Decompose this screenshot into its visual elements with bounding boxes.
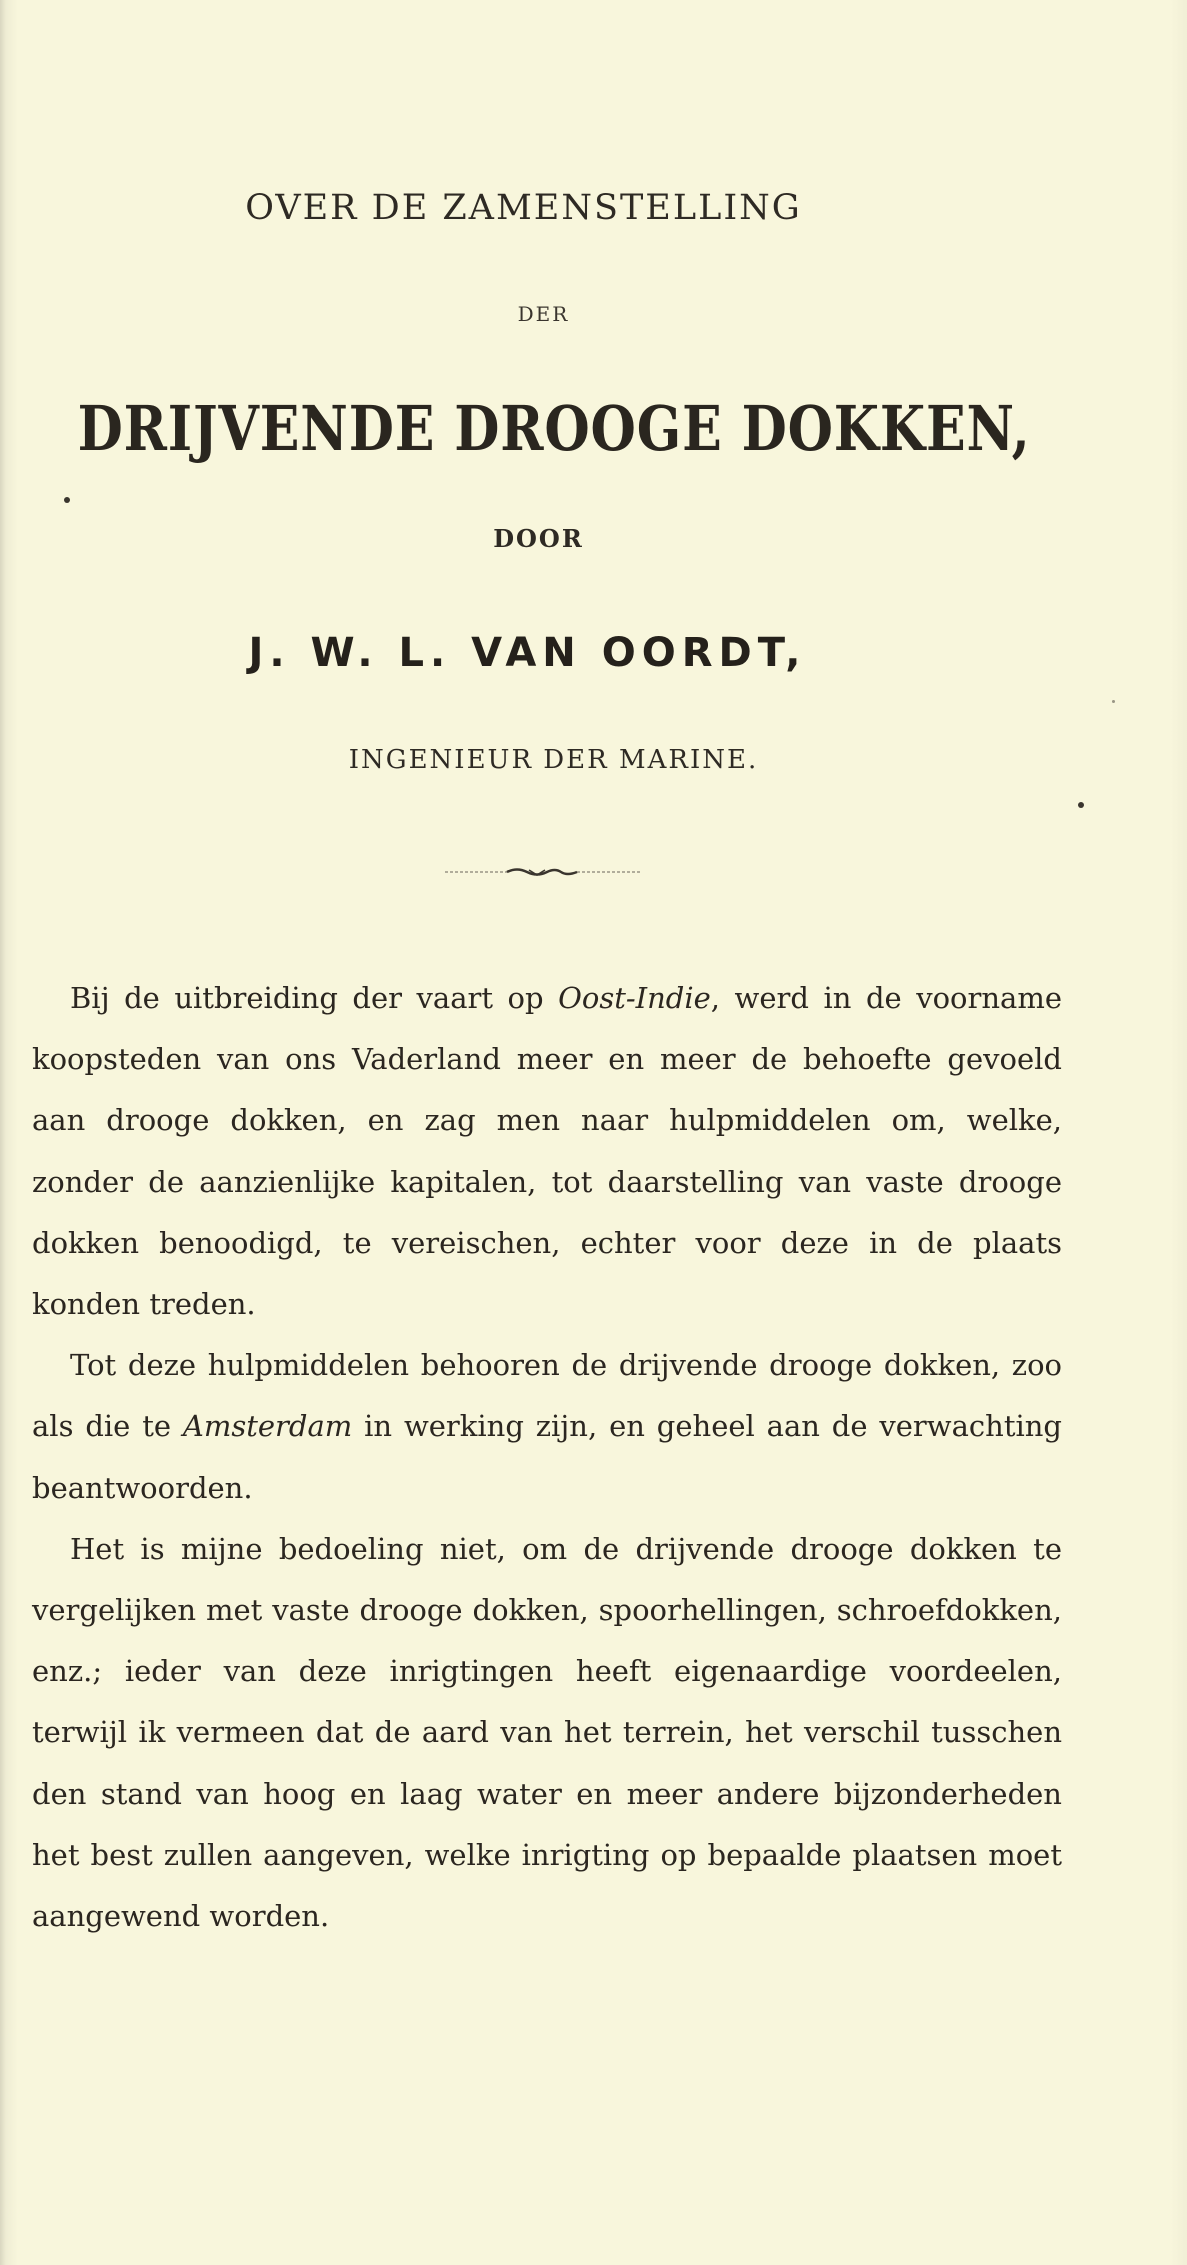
body-text [32, 968, 1062, 1947]
paragraph-1: Bij de uitbreiding der vaart op Oost-Indie, werd in de voorname koopsteden van ons Vaderland meer en meer de behoefte gevoeld aan drooge dokken, en zag men naar hulpmiddelen om, welke, zonder de aanzienlijke kapitalen, tot daarstelling van vaste drooge dokken benoodigd, te vereischen, echter voor deze in de plaats konden treden. [32, 981, 1062, 1322]
author-name: J. W. L. VAN OORDT, [248, 630, 807, 676]
paragraph-3: Het is mijne bedoeling niet, om de drijvende drooge dokken te vergelijken met vaste drooge dokken, spoorhellingen, schroefdokken, enz.; ieder van deze inrigtingen heeft eigenaardige voordeelen, terwijl ik vermeen dat de aard van het terrein, het verschil tusschen den stand van hoog en laag water en meer andere bijzonderheden het best zullen aangeven, welke inrigting op bepaalde plaatsen moet aangewend worden. [32, 1531, 1062, 1934]
title-line-2: DER [517, 302, 570, 326]
speck [1078, 802, 1084, 808]
paragraph-2: Tot deze hulpmiddelen behooren de drijvende drooge dokken, zoo als die te Amsterdam in werking zijn, en geheel aan de verwachting beantwoorden. [32, 1348, 1062, 1505]
byline-label: DOOR [493, 524, 584, 553]
place-name: Amsterdam [182, 1409, 353, 1444]
main-title: DRIJVENDE DROOGE DOKKEN, [77, 392, 1031, 465]
ornament-divider [445, 866, 641, 878]
place-name: Oost-Indie [558, 981, 711, 1015]
title-line-1: OVER DE ZAMENSTELLING [245, 188, 802, 228]
speck [1112, 700, 1115, 703]
author-role: INGENIEUR DER MARINE. [348, 745, 759, 775]
speck [64, 497, 70, 503]
